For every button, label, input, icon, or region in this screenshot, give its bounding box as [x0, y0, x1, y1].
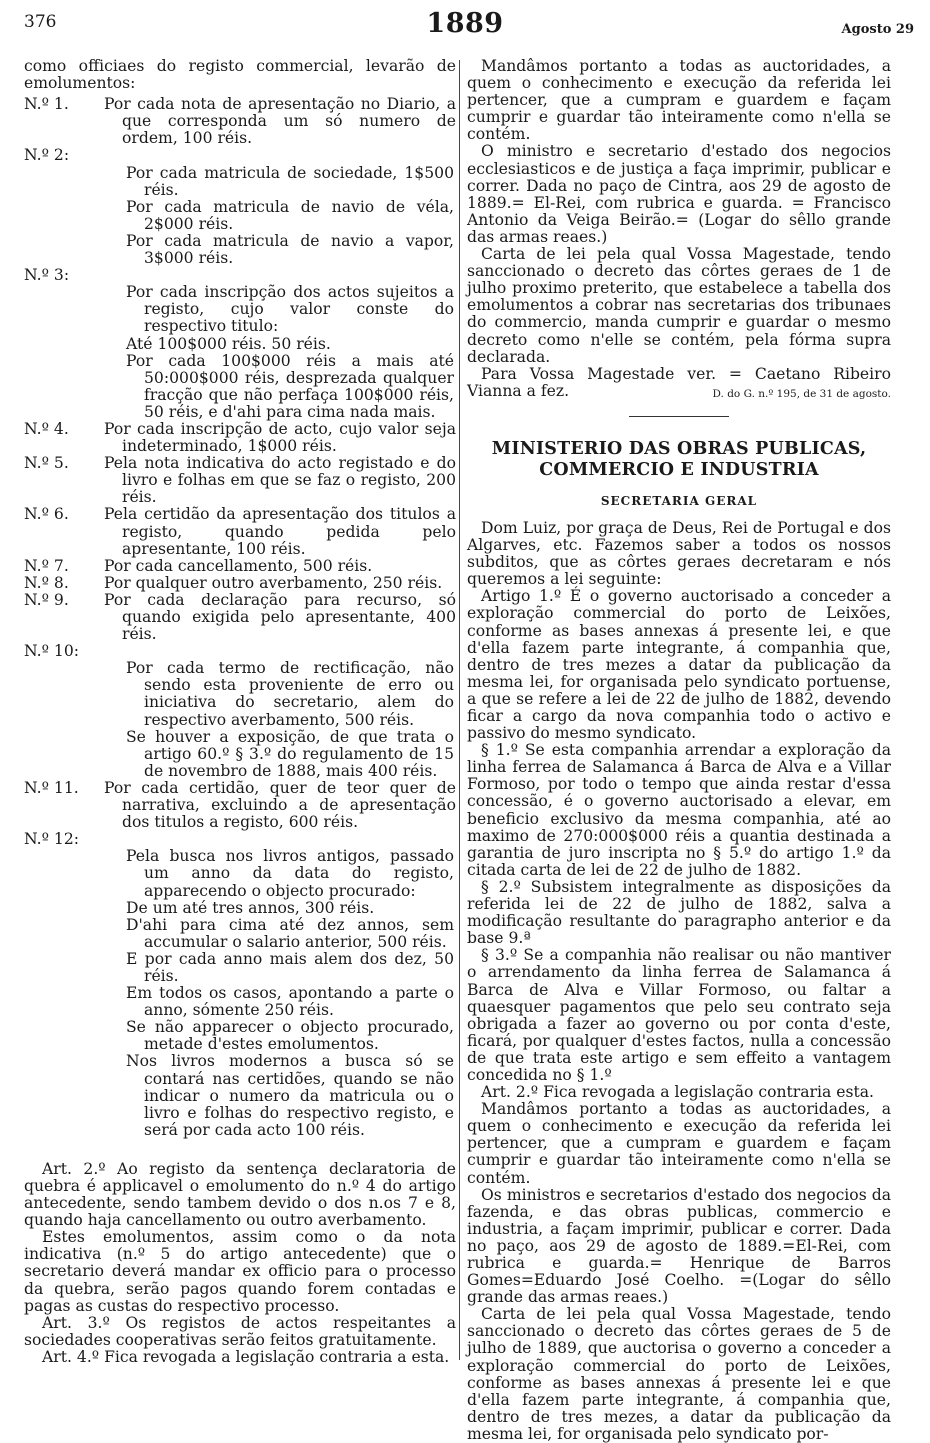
- emolument-item-2: [24, 147, 456, 164]
- closing-paragraph: Art. 4.º Fica revogada a legislação contraria a esta.: [42, 1347, 450, 1366]
- item-text: Por cada cancellamento, 500 réis.: [104, 556, 373, 575]
- sub-item: Por cada 100$000 réis a mais até 50:000$000 réis, desprezada qualquer fracção que não perfaça 100$000 réis, 50 réis, e d'ahi para cima nada mais.: [126, 351, 454, 421]
- paragraph: Art. 2.º Fica revogada a legislação contraria esta.: [481, 1083, 874, 1102]
- column-divider: [459, 60, 460, 1360]
- sub-item: Por cada matricula de navio a vapor, 3$000 réis.: [126, 231, 454, 268]
- section-subheading: SECRETARIA GERAL: [600, 493, 758, 508]
- item-number: N.º 11.: [24, 778, 79, 797]
- paragraph: Carta de lei pela qual Vossa Magestade, tendo sanccionado o decreto das côrtes geraes de 5 de julho de 1889, que auctorisa o governo a conceder a exploração commercial do porto de Leixões, conforme as bases annexas á presente lei e que d'ella fazem parte integrante, á companhia que, dentro de tres mezes, a datar da publicação da mesma lei, for organisada pelo syndicato por-: [467, 1305, 891, 1443]
- item-text: Por cada nota de apresentação no Diario, a que corresponda um só numero de ordem, 100 réis.: [104, 95, 456, 148]
- intro-paragraph: como officiaes do registo commercial, levarão de emolumentos:: [24, 57, 456, 93]
- sub-item: Até 100$000 réis. 50 réis.: [126, 334, 331, 353]
- sub-item: Por cada inscripção dos actos sujeitos a registo, cujo valor conste do respectivo titulo:: [126, 283, 454, 336]
- item-3-subitems: [24, 284, 456, 421]
- item-number: N.º 5.: [24, 454, 69, 473]
- sub-item: Se não apparecer o objecto procurado, metade d'estes emolumentos.: [126, 1018, 454, 1054]
- closing-paragraph: Art. 3.º Os registos de actos respeitantes a sociedades cooperativas serão feitos gratuitamente.: [24, 1313, 456, 1349]
- item-text: Por qualquer outro averbamento, 250 réis.: [104, 573, 443, 592]
- sub-item: D'ahi para cima até dez annos, sem accumular o salario anterior, 500 réis.: [126, 915, 454, 951]
- sub-item: Nos livros modernos a busca só se contará nas certidões, quando se não indicar o numero da matricula ou o livro e folhas do respectivo registo, e será por cada acto 100 réis.: [126, 1052, 454, 1139]
- sub-item: Por cada matricula de sociedade, 1$500 réis.: [126, 163, 454, 199]
- paragraph: § 3.º Se a companhia não realisar ou não mantiver o arrendamento da linha ferrea de Salamanca á Barca de Alva e Villar Formoso, ou faltar a quaesquer pagamentos que pelo seu contrato seja obrigada a fazer ao governo ou por conta d'este, ficará, por qualquer d'estes factos, nulla a concessão de que trata este artigo e sem effeito a vantagem concedida no § 1.º: [467, 946, 891, 1084]
- item-number: N.º 1.: [24, 95, 69, 114]
- item-number: N.º 6.: [24, 505, 69, 524]
- closing-paragraph: Art. 2.º Ao registo da sentença declaratoria de quebra é applicavel o emolumento do n.º 4 do artigo antecedente, sendo tambem devido o dos n.os 7 e 8, quando haja cancellamento ou outro averbamento.: [24, 1159, 456, 1230]
- item-number: N.º 9.: [24, 590, 69, 609]
- item-text: Por cada inscripção de acto, cujo valor seja indeterminado, 1$000 réis.: [104, 419, 456, 456]
- closing-paragraph: Estes emolumentos, assim como o da nota indicativa (n.º 5 do artigo antecedente) que o secretario deverá mandar ex officio para o processo da quebra, serão pagos quando forem contadas e pagas as custas do respectivo processo.: [24, 1228, 456, 1315]
- page-number: 376: [24, 12, 57, 32]
- item-2-subitems: [24, 165, 456, 268]
- emolument-item-1: [24, 96, 456, 147]
- sub-item: Por cada matricula de navio de véla, 2$000 réis.: [126, 197, 454, 233]
- sub-item: E por cada anno mais alem dos dez, 50 réis.: [126, 949, 454, 985]
- sub-item: Pela busca nos livros antigos, passado um anno da data do registo, apparecendo o objecto procurado:: [126, 847, 454, 900]
- item-text: Pela certidão da apresentação dos titulos a registo, quando pedida pelo apresentante, 100 réis.: [104, 505, 456, 558]
- paragraph: § 2.º Subsistem integralmente as disposições da referida lei de 22 de julho de 1882, salva a modificação resultante do paragrapho anterior e da base 9.ª: [467, 877, 891, 948]
- right-column: [467, 58, 891, 1443]
- item-number: N.º 7.: [24, 556, 69, 575]
- item-number: N.º 10:: [24, 642, 79, 661]
- section-rule: [629, 416, 729, 417]
- emolument-item-7: [24, 558, 456, 575]
- paragraph: Artigo 1.º É o governo auctorisado a conceder a exploração commercial do porto de Leixões, conforme as bases annexas á presente lei, e que d'ella fazem parte integrante, á companhia que, dentro de tres mezes a datar da publicação da mesma lei, for organisada pelo syndicato portuense, a que se refere a lei de 22 de julho de 1882, devendo ficar a cargo da nova companhia todo o activo e passivo do mesmo syndicato.: [467, 587, 891, 743]
- item-12-subitems: [24, 848, 456, 1139]
- item-10-subitems: [24, 660, 456, 780]
- item-number: N.º 3:: [24, 266, 70, 285]
- emolument-item-5: [24, 455, 456, 506]
- emolument-item-3: [24, 267, 456, 284]
- paragraph: Mandâmos portanto a todas as auctoridades, a quem o conhecimento e execução da referida lei pertencer, que a cumpram e guardem e façam cumprir e guardar tão inteiramente como n'ella se contém.: [467, 1100, 891, 1187]
- page-header: [0, 0, 930, 40]
- signature-paragraph: Para Vossa Magestade ver. = Caetano Ribeiro Vianna a fez.: [467, 364, 891, 400]
- item-number: N.º 4.: [24, 419, 69, 438]
- item-number: N.º 2:: [24, 146, 70, 165]
- item-text: Por cada certidão, quer de teor quer de narrativa, excluindo a de apresentação dos titulos a registo, 600 réis.: [104, 778, 456, 832]
- left-column: [24, 58, 456, 1366]
- emolument-item-4: [24, 421, 456, 455]
- ministry-heading: MINISTERIO DAS OBRAS PUBLICAS, COMMERCIO E INDUSTRIA: [491, 438, 867, 480]
- item-number: N.º 12:: [24, 830, 79, 849]
- sub-item: De um até tres annos, 300 réis.: [126, 898, 375, 917]
- paragraph: O ministro e secretario d'estado dos negocios ecclesiasticos e de justiça a faça imprimir, publicar e correr. Dada no paço de Cintra, aos 29 de agosto de 1889.= El-Rei, com rubrica e guarda. = Francisco Antonio da Veiga Beirão.= (Logar do sêllo grande das armas reaes.): [467, 142, 891, 246]
- paragraph: § 1.º Se esta companhia arrendar a exploração da linha ferrea de Salamanca á Barca de Alva e a Villar Formoso, por todo o tempo que ainda restar d'essa concessão, é o governo auctorisado a elevar, em beneficio exclusivo da mesma companhia, até ao maximo de 270:000$000 réis a quantia destinada a garantia de juro inscripta no § 5.º do artigo 1.º da citada carta de lei de 22 de julho de 1882.: [467, 741, 891, 879]
- sub-item: Por cada termo de rectificação, não sendo esta proveniente de erro ou iniciativa do secretario, alem do respectivo averbamento, 500 réis.: [126, 659, 454, 729]
- header-date: Agosto 29: [841, 22, 914, 37]
- item-number: N.º 8.: [24, 573, 69, 592]
- emolument-item-11: [24, 780, 456, 831]
- emolument-item-8: [24, 575, 456, 592]
- paragraph: Dom Luiz, por graça de Deus, Rei de Portugal e dos Algarves, etc. Fazemos saber a todos os nossos subditos, que as côrtes geraes decretaram e nós queremos a lei seguinte:: [467, 518, 891, 589]
- paragraph: Os ministros e secretarios d'estado dos negocios da fazenda, e das obras publicas, commercio e industria, a façam imprimir, publicar e correr. Dada no paço, aos 29 de agosto de 1889.=El-Rei, com rubrica e guarda.= Henrique de Barros Gomes=Eduardo José Coelho. =(Logar do sêllo grande das armas reaes.): [467, 1185, 891, 1307]
- source-reference: D. do G. n.º 195, de 31 de agosto.: [712, 387, 891, 400]
- header-year: 1889: [426, 8, 504, 39]
- emolument-item-12: [24, 831, 456, 848]
- emolument-item-9: [24, 592, 456, 643]
- item-text: Pela nota indicativa do acto registado e do livro e folhas em que se faz o registo, 200 réis.: [104, 454, 456, 507]
- paragraph: Mandâmos portanto a todas as auctoridades, a quem o conhecimento e execução da referida lei pertencer, que a cumpram e guardem e façam cumprir e guardar tão inteiramente como n'ella se contém.: [467, 57, 891, 144]
- paragraph: Carta de lei pela qual Vossa Magestade, tendo sanccionado o decreto das côrtes geraes de 1 de julho proximo preterito, que estabelece a tabella dos emolumentos a cobrar nas secretarias dos tribunaes do commercio, manda cumprir e guardar o mesmo decreto como n'elle se contém, pela fórma supra declarada.: [467, 245, 891, 366]
- item-text: Por cada declaração para recurso, só quando exigida pelo apresentante, 400 réis.: [104, 590, 456, 644]
- sub-item: Em todos os casos, apontando a parte o anno, sómente 250 réis.: [126, 984, 454, 1020]
- emolument-item-10: [24, 643, 456, 660]
- sub-item: Se houver a exposição, de que trata o artigo 60.º § 3.º do regulamento de 15 de novembro de 1888, mais 400 réis.: [126, 727, 454, 780]
- emolument-item-6: [24, 506, 456, 557]
